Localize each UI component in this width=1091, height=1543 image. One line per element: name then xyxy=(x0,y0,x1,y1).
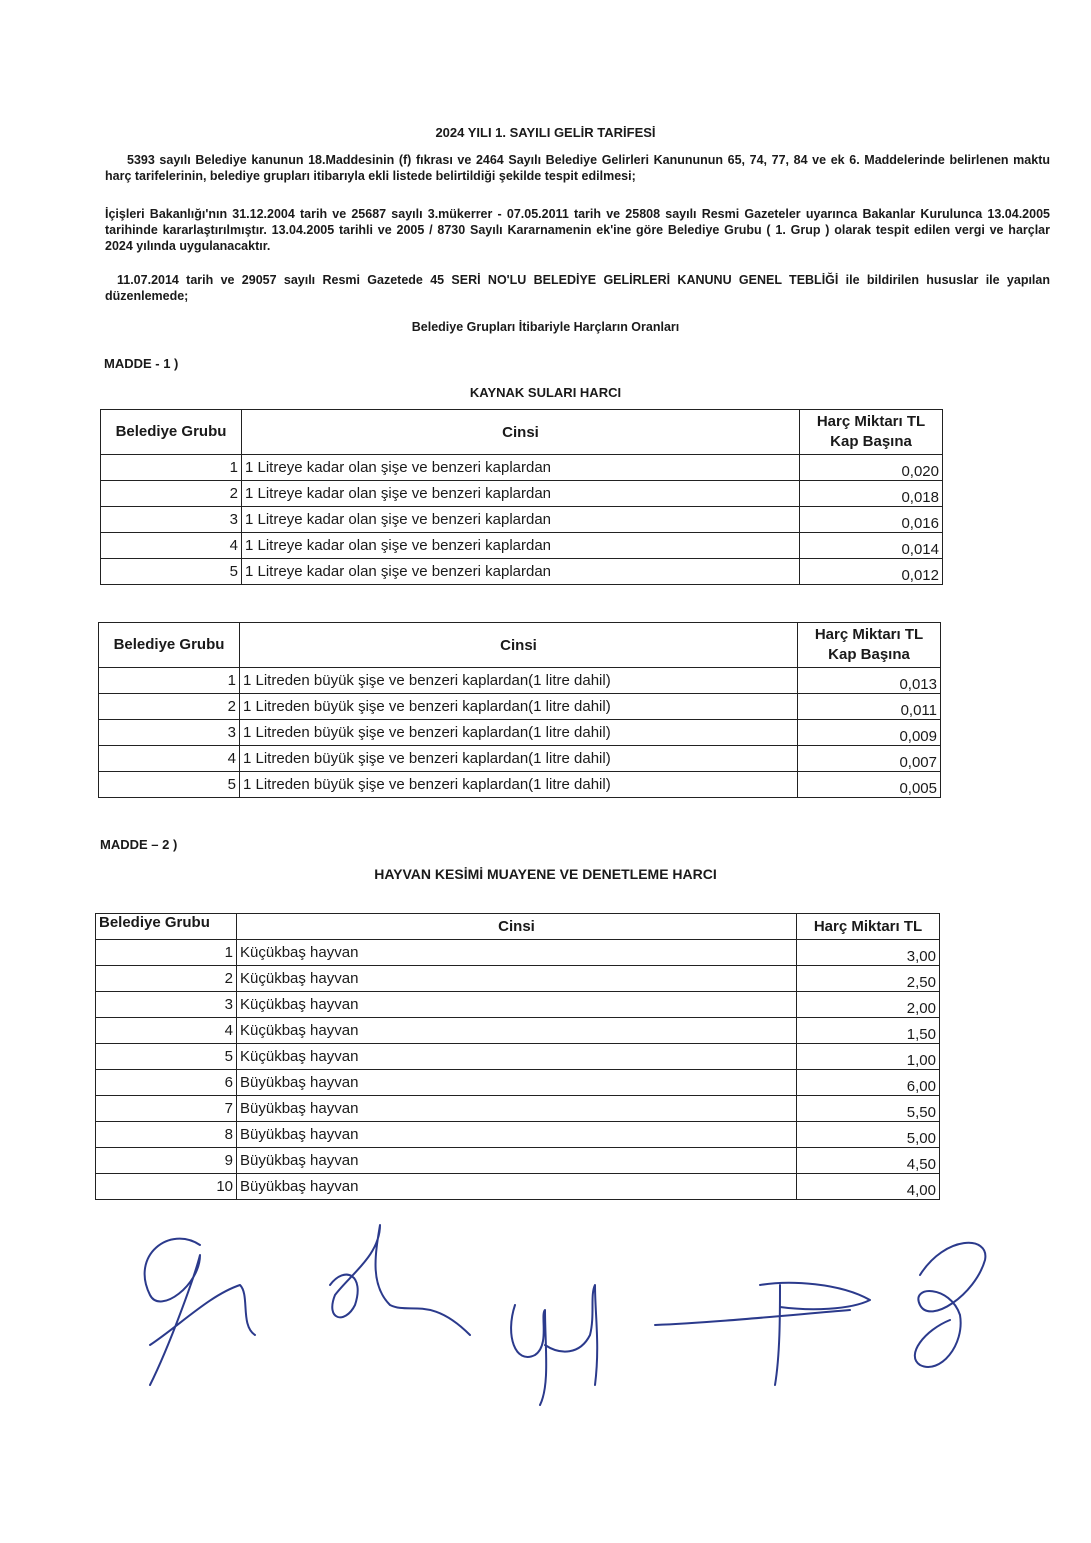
fee-description: Küçükbaş hayvan xyxy=(237,966,797,992)
kaynak-sulari-table-2 xyxy=(98,622,941,798)
fee-amount: 3,00 xyxy=(797,940,940,966)
group-number: 7 xyxy=(96,1096,237,1122)
group-number: 1 xyxy=(96,940,237,966)
table-row xyxy=(96,1096,940,1122)
group-number: 3 xyxy=(101,507,242,533)
fee-amount: 0,007 xyxy=(798,746,941,772)
group-number: 1 xyxy=(101,455,242,481)
madde-2-label: MADDE – 2 ) xyxy=(100,837,178,852)
header-belediye-grubu: Belediye Grubu xyxy=(99,623,240,668)
fee-description: 1 Litreye kadar olan şişe ve benzeri kaplardan xyxy=(242,559,800,585)
paragraph-3: 11.07.2014 tarih ve 29057 sayılı Resmi Gazetede 45 SERİ NO'LU BELEDİYE GELİRLERİ KANUNU GENEL TEBLİĞİ ile bildirilen hususlar ile yapılan düzenlemede; xyxy=(105,273,1050,303)
fee-description: 1 Litreye kadar olan şişe ve benzeri kaplardan xyxy=(242,481,800,507)
fee-amount: 0,011 xyxy=(798,694,941,720)
fee-amount: 0,005 xyxy=(798,772,941,798)
group-number: 3 xyxy=(99,720,240,746)
signature-3 xyxy=(511,1285,597,1405)
header-belediye-grubu: Belediye Grubu xyxy=(101,410,242,455)
group-number: 5 xyxy=(96,1044,237,1070)
fee-description: 1 Litreye kadar olan şişe ve benzeri kaplardan xyxy=(242,455,800,481)
table-row xyxy=(99,668,941,694)
signature-2 xyxy=(330,1225,470,1335)
fee-amount: 0,012 xyxy=(800,559,943,585)
section-subtitle: Belediye Grupları İtibariyle Harçların Oranları xyxy=(411,320,680,334)
fee-description: 1 Litreye kadar olan şişe ve benzeri kaplardan xyxy=(242,507,800,533)
header-cinsi: Cinsi xyxy=(237,914,797,940)
table-row xyxy=(96,1044,940,1070)
fee-description: Küçükbaş hayvan xyxy=(237,1044,797,1070)
header-harc-miktari: Harç Miktarı TL xyxy=(797,914,940,940)
fee-description: 1 Litreden büyük şişe ve benzeri kaplardan(1 litre dahil) xyxy=(240,668,798,694)
table-row xyxy=(99,694,941,720)
table-row xyxy=(96,940,940,966)
fee-amount: 6,00 xyxy=(797,1070,940,1096)
group-number: 9 xyxy=(96,1148,237,1174)
group-number: 10 xyxy=(96,1174,237,1200)
fee-amount: 0,014 xyxy=(800,533,943,559)
group-number: 5 xyxy=(101,559,242,585)
fee-amount: 4,50 xyxy=(797,1148,940,1174)
fee-amount: 2,50 xyxy=(797,966,940,992)
table-row xyxy=(96,1070,940,1096)
fee-amount: 5,00 xyxy=(797,1122,940,1148)
fee-amount: 0,018 xyxy=(800,481,943,507)
group-number: 5 xyxy=(99,772,240,798)
group-number: 4 xyxy=(99,746,240,772)
fee-description: Küçükbaş hayvan xyxy=(237,1018,797,1044)
signatures xyxy=(90,1215,1020,1415)
fee-amount: 0,009 xyxy=(798,720,941,746)
fee-description: 1 Litreden büyük şişe ve benzeri kaplardan(1 litre dahil) xyxy=(240,720,798,746)
group-number: 6 xyxy=(96,1070,237,1096)
group-number: 3 xyxy=(96,992,237,1018)
table-row xyxy=(99,746,941,772)
group-number: 4 xyxy=(101,533,242,559)
table-row xyxy=(96,992,940,1018)
fee-amount: 5,50 xyxy=(797,1096,940,1122)
group-number: 1 xyxy=(99,668,240,694)
fee-description: 1 Litreden büyük şişe ve benzeri kaplardan(1 litre dahil) xyxy=(240,746,798,772)
fee-description: 1 Litreden büyük şişe ve benzeri kaplardan(1 litre dahil) xyxy=(240,772,798,798)
fee-description: 1 Litreye kadar olan şişe ve benzeri kaplardan xyxy=(242,533,800,559)
signature-1 xyxy=(145,1239,255,1385)
fee-description: Büyükbaş hayvan xyxy=(237,1148,797,1174)
group-number: 2 xyxy=(101,481,242,507)
table-row xyxy=(96,1174,940,1200)
fee-description: Büyükbaş hayvan xyxy=(237,1174,797,1200)
fee-description: Büyükbaş hayvan xyxy=(237,1122,797,1148)
fee-description: 1 Litreden büyük şişe ve benzeri kaplardan(1 litre dahil) xyxy=(240,694,798,720)
fee-amount: 1,00 xyxy=(797,1044,940,1070)
group-number: 8 xyxy=(96,1122,237,1148)
fee-description: Büyükbaş hayvan xyxy=(237,1070,797,1096)
table-row xyxy=(101,455,943,481)
fee-description: Büyükbaş hayvan xyxy=(237,1096,797,1122)
fee-amount: 4,00 xyxy=(797,1174,940,1200)
paragraph-2: İçişleri Bakanlığı'nın 31.12.2004 tarih ve 25687 sayılı 3.mükerrer - 07.05.2011 tarih ve 25808 sayılı Resmi Gazeteler uyarınca Bakanlar Kurulunca 13.04.2005 tarihinde kararlaştırılmıştır. 13.04.2005 tarihli ve 2005 / 8730 Sayılı Kararnamenin ek'ine göre Belediye Grubu ( 1. Grup ) olarak tespit edilen vergi ve harçlar 2024 yılında uygulanacaktır. xyxy=(105,207,1050,253)
fee-amount: 2,00 xyxy=(797,992,940,1018)
group-number: 2 xyxy=(96,966,237,992)
fee-amount: 0,013 xyxy=(798,668,941,694)
table-row xyxy=(96,1122,940,1148)
fee-description: Küçükbaş hayvan xyxy=(237,992,797,1018)
table-row xyxy=(101,507,943,533)
table-header-row xyxy=(99,623,941,668)
signature-5 xyxy=(915,1243,986,1367)
table-header-row xyxy=(101,410,943,455)
table-row xyxy=(99,720,941,746)
table-header-row xyxy=(96,914,940,940)
table-row xyxy=(101,481,943,507)
header-cinsi: Cinsi xyxy=(240,623,798,668)
madde-1-heading: KAYNAK SULARI HARCI xyxy=(469,385,622,400)
header-harc-miktari: Harç Miktarı TL Kap Başına xyxy=(798,623,941,668)
kaynak-sulari-table-1 xyxy=(100,409,943,585)
table-row xyxy=(99,772,941,798)
fee-description: Küçükbaş hayvan xyxy=(237,940,797,966)
table-row xyxy=(96,1148,940,1174)
header-belediye-grubu: Belediye Grubu xyxy=(96,914,237,940)
table-row xyxy=(101,559,943,585)
signature-4 xyxy=(655,1283,870,1385)
madde-1-label: MADDE - 1 ) xyxy=(104,356,179,371)
group-number: 4 xyxy=(96,1018,237,1044)
header-harc-miktari: Harç Miktarı TL Kap Başına xyxy=(800,410,943,455)
table-row xyxy=(101,533,943,559)
header-cinsi: Cinsi xyxy=(242,410,800,455)
group-number: 2 xyxy=(99,694,240,720)
fee-amount: 1,50 xyxy=(797,1018,940,1044)
fee-amount: 0,016 xyxy=(800,507,943,533)
paragraph-1: 5393 sayılı Belediye kanunun 18.Maddesinin (f) fıkrası ve 2464 Sayılı Belediye Gelirleri Kanununun 65, 74, 77, 84 ve ek 6. Maddelerinde belirlenen maktu harç tarifelerinin, belediye grupları itibarıyla ekli listede belirtildiği şekilde tespit edilmesi; xyxy=(105,153,1050,183)
document-title: 2024 YILI 1. SAYILI GELİR TARİFESİ xyxy=(435,125,656,140)
hayvan-kesimi-table xyxy=(95,913,940,1200)
table-row xyxy=(96,966,940,992)
table-row xyxy=(96,1018,940,1044)
fee-amount: 0,020 xyxy=(800,455,943,481)
madde-2-heading: HAYVAN KESİMİ MUAYENE VE DENETLEME HARCI xyxy=(374,866,717,882)
